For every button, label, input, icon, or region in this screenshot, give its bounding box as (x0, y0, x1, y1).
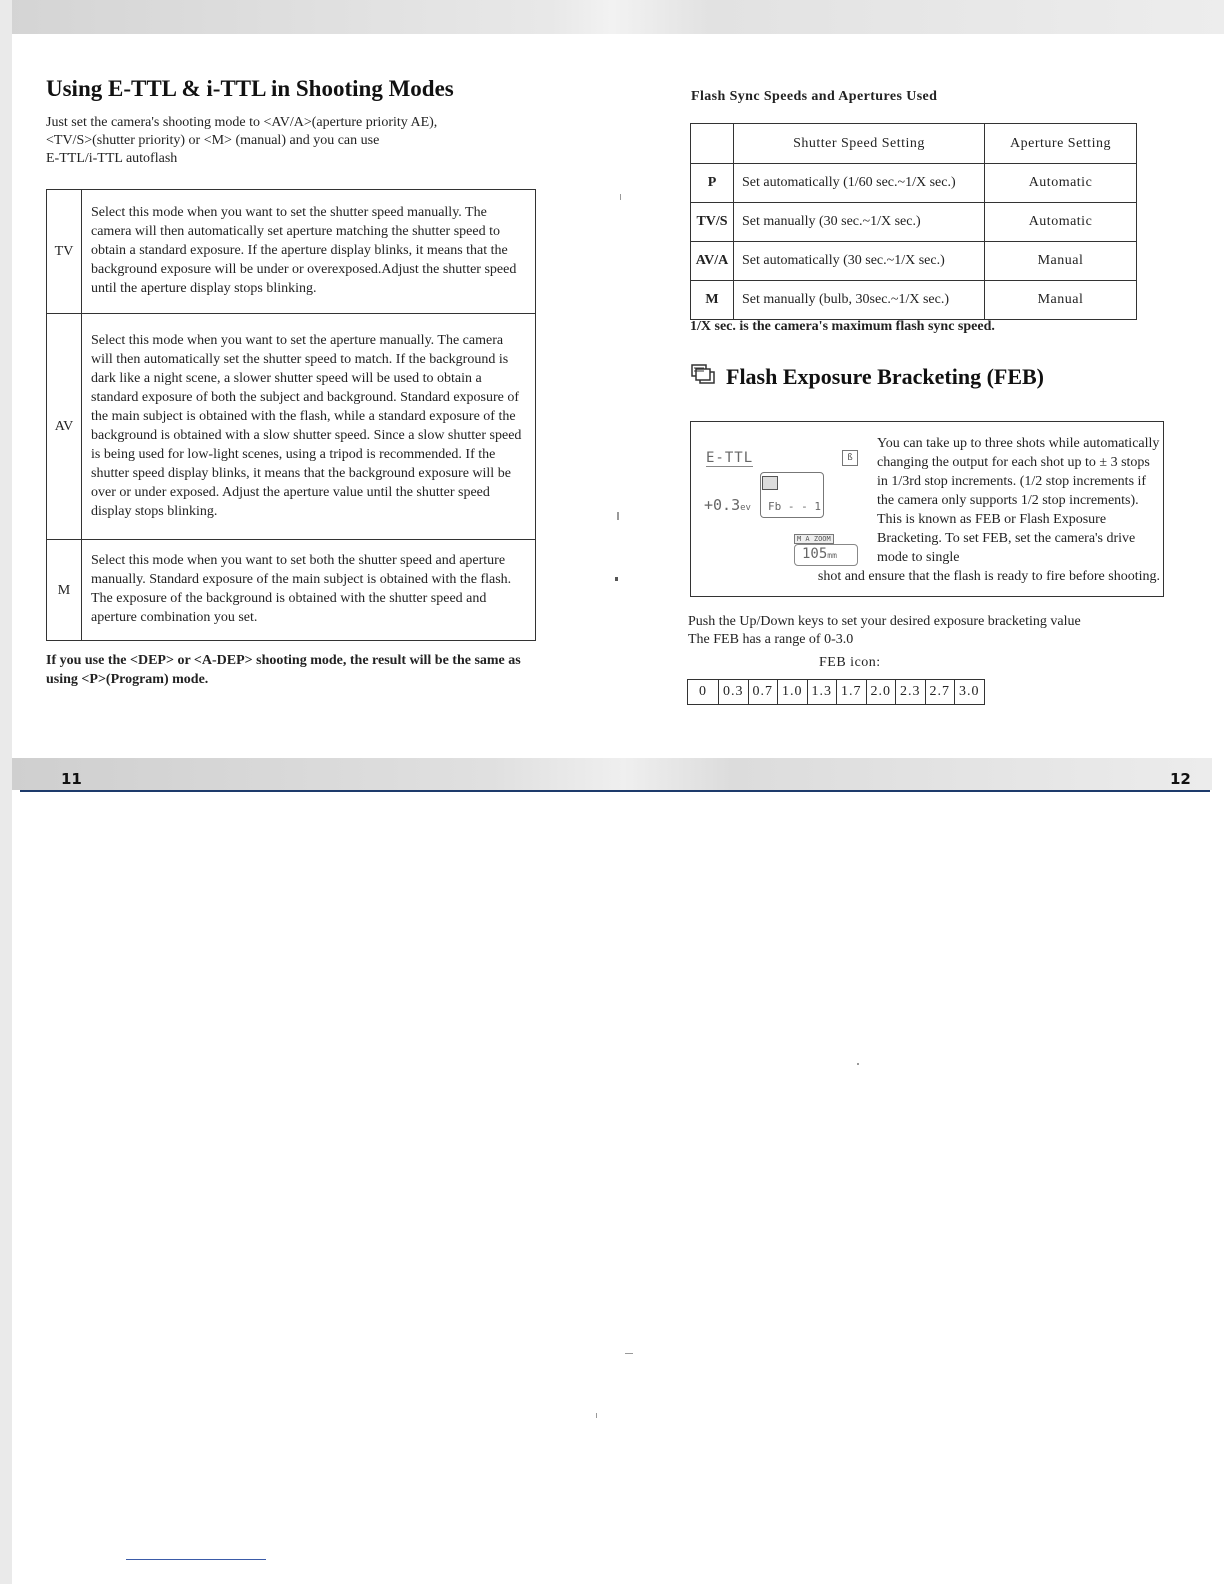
page-title: Using E-TTL & i-TTL in Shooting Modes (46, 76, 454, 101)
mode-cell: M (691, 281, 734, 320)
scan-mark (596, 1413, 597, 1418)
table-row (47, 190, 536, 314)
lcd-ev-unit: ev (740, 503, 751, 513)
feb-scale (687, 679, 985, 705)
lcd-indicator-icon: ß (842, 450, 858, 466)
aperture-cell: Automatic (985, 203, 1137, 242)
mode-key: TV (47, 190, 82, 314)
header-cell: Shutter Speed Setting (734, 124, 985, 164)
feb-description-end: shot and ensure that the flash is ready to fire before shooting. (817, 569, 1160, 584)
shutter-cell: Set automatically (1/60 sec.~1/X sec.) (734, 164, 985, 203)
lcd-mode: E-TTL (706, 450, 754, 466)
table-row (691, 242, 1137, 281)
table-row (691, 281, 1137, 320)
lcd-ev (704, 496, 751, 514)
lcd-feb-icon (762, 476, 778, 490)
header-cell: Aperture Setting (985, 124, 1137, 164)
scale-cell: 1.0 (777, 680, 807, 704)
table-header-row (691, 124, 1137, 164)
push-instructions (688, 613, 1168, 649)
scale-cell: 1.3 (807, 680, 837, 704)
sync-section-title: Flash Sync Speeds and Apertures Used (691, 89, 938, 104)
intro-line: <TV/S>(shutter priority) or <M> (manual) and you can use (46, 133, 380, 148)
scale-cell: 1.7 (836, 680, 866, 704)
scan-mark (620, 194, 621, 200)
page-number-left: 11 (61, 770, 82, 788)
scan-mark (857, 1063, 859, 1065)
feb-title: Flash Exposure Bracketing (FEB) (726, 363, 1045, 389)
mode-description: Select this mode when you want to set the shutter speed manually. The camera will then automatically set aperture matching the shutter speed to obtain a standard exposure. If the aperture display blinks, it means that the background exposure will be under or overexposed.Adjust the shutter speed until the aperture display stops blinking. (82, 190, 536, 314)
scan-mark (625, 1353, 633, 1354)
push-line: The FEB has a range of 0-3.0 (688, 632, 854, 647)
aperture-cell: Automatic (985, 164, 1137, 203)
program-mode-note: If you use the <DEP> or <A-DEP> shooting mode, the result will be the same as using <P>(Program) mode. (46, 653, 521, 687)
mode-key: AV (47, 314, 82, 540)
sync-speed-note: 1/X sec. is the camera's maximum flash sync speed. (690, 319, 995, 334)
lcd-zoom-value: 105 (802, 546, 828, 562)
feb-bracket-icon (690, 363, 716, 390)
scale-cell: 2.3 (895, 680, 925, 704)
mode-cell: AV/A (691, 242, 734, 281)
scan-mark (126, 1559, 266, 1560)
mode-description: Select this mode when you want to set the aperture manually. The camera will then automatically set the shutter speed to match. If the background is dark like a night scene, a slower shutter speed will be used to obtain a standard exposure of both the subject and background. Standard exposure of the main subject is obtained with the flash, while a standard exposure of the background is obtained with a slow shutter speed. Since a slow shutter speed is being used for low-light scenes, using a tripod is recommended. If the shutter speed display blinks, it means that the background exposure will be over or under exposed. Adjust the aperture value until the shutter speed display stops blinking. (82, 314, 536, 540)
lcd-zoom (802, 546, 837, 562)
table-row (47, 540, 536, 641)
scan-mark (615, 577, 618, 581)
table-row (47, 314, 536, 540)
scale-cell: 2.0 (866, 680, 896, 704)
table-row (691, 203, 1137, 242)
shooting-modes-table (46, 189, 536, 641)
footer-band (12, 758, 1212, 790)
shutter-cell: Set automatically (30 sec.~1/X sec.) (734, 242, 985, 281)
table-row (691, 164, 1137, 203)
lcd-zoom-unit: mm (827, 551, 837, 560)
page-number-right: 12 (1170, 770, 1191, 788)
footer-rule (20, 790, 1210, 792)
scale-cell: 0.7 (748, 680, 778, 704)
lcd-zoom-label: M A ZOOM (794, 534, 834, 544)
aperture-cell: Manual (985, 242, 1137, 281)
aperture-cell: Manual (985, 281, 1137, 320)
lcd-display-icon (702, 446, 864, 568)
lcd-ev-value: +0.3 (704, 496, 741, 514)
intro-line: Just set the camera's shooting mode to <AV/A>(aperture priority AE), (46, 115, 438, 130)
feb-heading (690, 363, 1044, 390)
header-cell (691, 124, 734, 164)
header-band (0, 0, 1224, 34)
feb-description: You can take up to three shots while automatically changing the output for each shot up to ± 3 stops in 1/3rd stop increments. (1/2 stop increments if the camera only supports 1/2 stop increments). This is known as FEB or Flash Exposure Bracketing. To set FEB, set the camera's drive mode to single (877, 436, 1160, 565)
lcd-fb: Fb - - 1 (768, 500, 821, 513)
mode-cell: TV/S (691, 203, 734, 242)
scale-cell: 0 (699, 684, 707, 699)
intro-text (46, 114, 526, 168)
scale-cell: 0.3 (718, 680, 748, 704)
mode-cell: P (691, 164, 734, 203)
sync-speed-table (690, 123, 1137, 320)
feb-icon-label: FEB icon: (819, 655, 881, 670)
scale-cell: 2.7 (925, 680, 955, 704)
intro-line: E-TTL/i-TTL autoflash (46, 151, 178, 166)
shutter-cell: Set manually (30 sec.~1/X sec.) (734, 203, 985, 242)
scan-edge (0, 0, 12, 1584)
shutter-cell: Set manually (bulb, 30sec.~1/X sec.) (734, 281, 985, 320)
scale-cell: 3.0 (954, 680, 984, 704)
mode-key: M (47, 540, 82, 641)
scan-mark (617, 512, 619, 520)
mode-description: Select this mode when you want to set both the shutter speed and aperture manually. Standard exposure of the main subject is obtained with the flash. The exposure of the background is obtained with the shutter speed and aperture combination you set. (82, 540, 536, 641)
push-line: Push the Up/Down keys to set your desired exposure bracketing value (688, 614, 1081, 629)
